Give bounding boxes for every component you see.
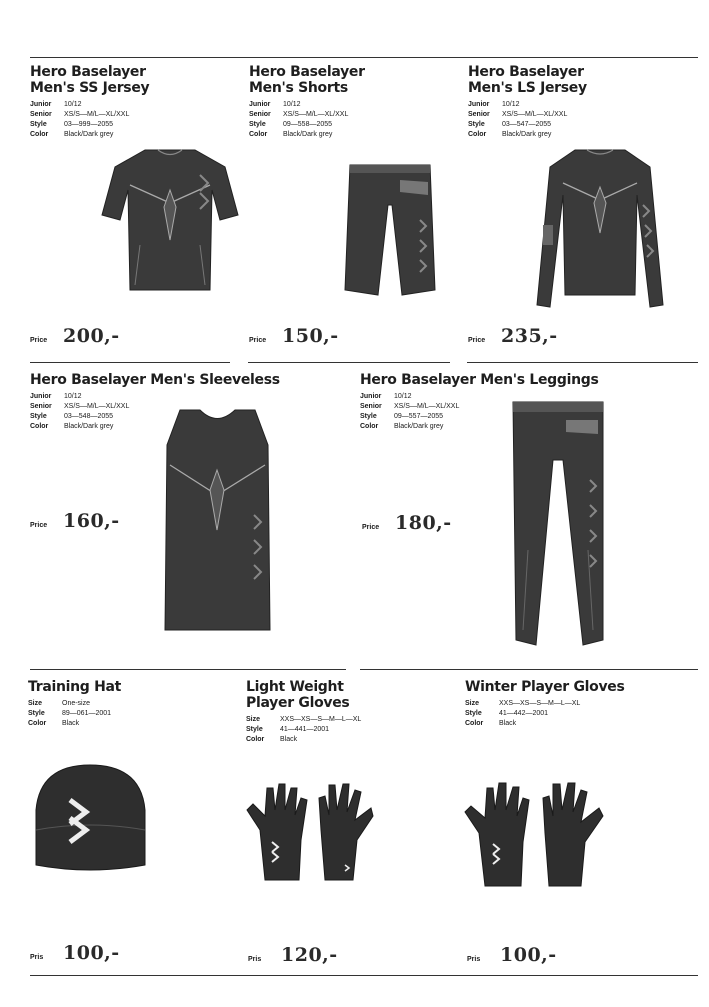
spec-row: Junior 10/12 bbox=[30, 101, 82, 108]
price-label: Price bbox=[30, 337, 48, 344]
spec-row: Size XXS—XS—S—M—L—XL bbox=[465, 700, 581, 707]
product-ss-jersey bbox=[30, 64, 230, 140]
ss-jersey-image bbox=[100, 145, 240, 300]
product-title: Hero Baselayer Men's SS Jersey bbox=[30, 64, 150, 96]
spec-row: Color Black bbox=[246, 736, 298, 743]
spec-table bbox=[28, 699, 111, 729]
row2-rule-left bbox=[30, 669, 346, 670]
price-value: 100,- bbox=[500, 944, 557, 966]
price-row bbox=[362, 512, 452, 534]
price-row bbox=[30, 325, 120, 347]
spec-row: Senior XS/S—M/L—XL/XXL bbox=[30, 403, 130, 410]
price-row bbox=[467, 944, 557, 966]
product-title: Hero Baselayer Men's Leggings bbox=[360, 372, 599, 388]
spec-row: Color Black/Dark grey bbox=[360, 423, 444, 430]
price-value: 200,- bbox=[63, 325, 120, 347]
price-label: Pris bbox=[248, 956, 262, 963]
price-value: 235,- bbox=[501, 325, 558, 347]
spec-table bbox=[468, 100, 567, 140]
spec-table bbox=[465, 699, 580, 729]
price-value: 160,- bbox=[63, 510, 120, 532]
price-label: Price bbox=[468, 337, 486, 344]
price-value: 100,- bbox=[63, 942, 120, 964]
product-light-gloves bbox=[246, 679, 446, 745]
spec-row: Color Black/Dark grey bbox=[30, 423, 114, 430]
price-row bbox=[30, 510, 120, 532]
leggings-image bbox=[508, 400, 608, 650]
spec-row: Color Black bbox=[465, 720, 517, 727]
hat-image bbox=[28, 760, 153, 875]
spec-row: Junior 10/12 bbox=[360, 393, 412, 400]
spec-table bbox=[30, 100, 129, 140]
price-value: 180,- bbox=[395, 512, 452, 534]
spec-row: Senior XS/S—M/L—XL/XXL bbox=[249, 111, 349, 118]
product-title: Hero Baselayer Men's LS Jersey bbox=[468, 64, 587, 96]
spec-row: Color Black/Dark grey bbox=[249, 131, 333, 138]
row1-rule-mid bbox=[248, 362, 450, 363]
shorts-image bbox=[340, 160, 440, 300]
price-label: Price bbox=[30, 522, 48, 529]
spec-row: Size XXS—XS—S—M—L—XL bbox=[246, 716, 362, 723]
spec-row: Color Black/Dark grey bbox=[468, 131, 552, 138]
product-title: Hero Baselayer Men's Sleeveless bbox=[30, 372, 280, 388]
spec-row: Style 89—061—2001 bbox=[28, 710, 112, 717]
spec-table bbox=[360, 392, 459, 432]
spec-table bbox=[249, 100, 348, 140]
spec-row: Style 03—999—2055 bbox=[30, 121, 114, 128]
price-label: Price bbox=[249, 337, 267, 344]
spec-table bbox=[30, 392, 129, 432]
spec-row: Junior 10/12 bbox=[249, 101, 301, 108]
price-row bbox=[249, 325, 339, 347]
price-row bbox=[468, 325, 558, 347]
winter-gloves-image bbox=[463, 778, 605, 890]
spec-row: Style 03—548—2055 bbox=[30, 413, 114, 420]
spec-row: Style 09—557—2055 bbox=[360, 413, 444, 420]
ls-jersey-image bbox=[535, 145, 665, 315]
price-label: Pris bbox=[467, 956, 481, 963]
product-title: Winter Player Gloves bbox=[465, 679, 625, 695]
row1-rule-left bbox=[30, 362, 230, 363]
price-label: Pris bbox=[30, 954, 44, 961]
spec-row: Junior 10/12 bbox=[30, 393, 82, 400]
product-title: Light Weight Player Gloves bbox=[246, 679, 350, 711]
price-row bbox=[248, 944, 338, 966]
light-gloves-image bbox=[245, 780, 375, 885]
product-title: Hero Baselayer Men's Shorts bbox=[249, 64, 365, 96]
top-rule bbox=[30, 57, 698, 58]
spec-row: Style 41—441—2001 bbox=[246, 726, 330, 733]
product-ls-jersey bbox=[468, 64, 688, 140]
price-value: 150,- bbox=[282, 325, 339, 347]
product-shorts bbox=[249, 64, 449, 140]
spec-row: Color Black/Dark grey bbox=[30, 131, 114, 138]
price-row bbox=[30, 942, 120, 964]
product-winter-gloves bbox=[465, 679, 695, 729]
product-training-hat bbox=[28, 679, 228, 729]
spec-table bbox=[246, 715, 361, 745]
spec-row: Style 09—558—2055 bbox=[249, 121, 333, 128]
spec-row: Junior 10/12 bbox=[468, 101, 520, 108]
spec-row: Style 41—442—2001 bbox=[465, 710, 549, 717]
spec-row: Senior XS/S—M/L—XL/XXL bbox=[360, 403, 460, 410]
price-label: Price bbox=[362, 524, 380, 531]
price-value: 120,- bbox=[281, 944, 338, 966]
spec-row: Senior XS/S—M/L—XL/XXL bbox=[30, 111, 130, 118]
row1-rule-right bbox=[467, 362, 698, 363]
spec-row: Senior XS/S—M/L—XL/XXL bbox=[468, 111, 568, 118]
sleeveless-image bbox=[160, 405, 275, 640]
spec-row: Color Black bbox=[28, 720, 80, 727]
row2-rule-right bbox=[360, 669, 698, 670]
product-title: Training Hat bbox=[28, 679, 122, 695]
spec-row: Size One-size bbox=[28, 700, 91, 707]
bottom-rule bbox=[30, 975, 698, 976]
spec-row: Style 03—547—2055 bbox=[468, 121, 552, 128]
